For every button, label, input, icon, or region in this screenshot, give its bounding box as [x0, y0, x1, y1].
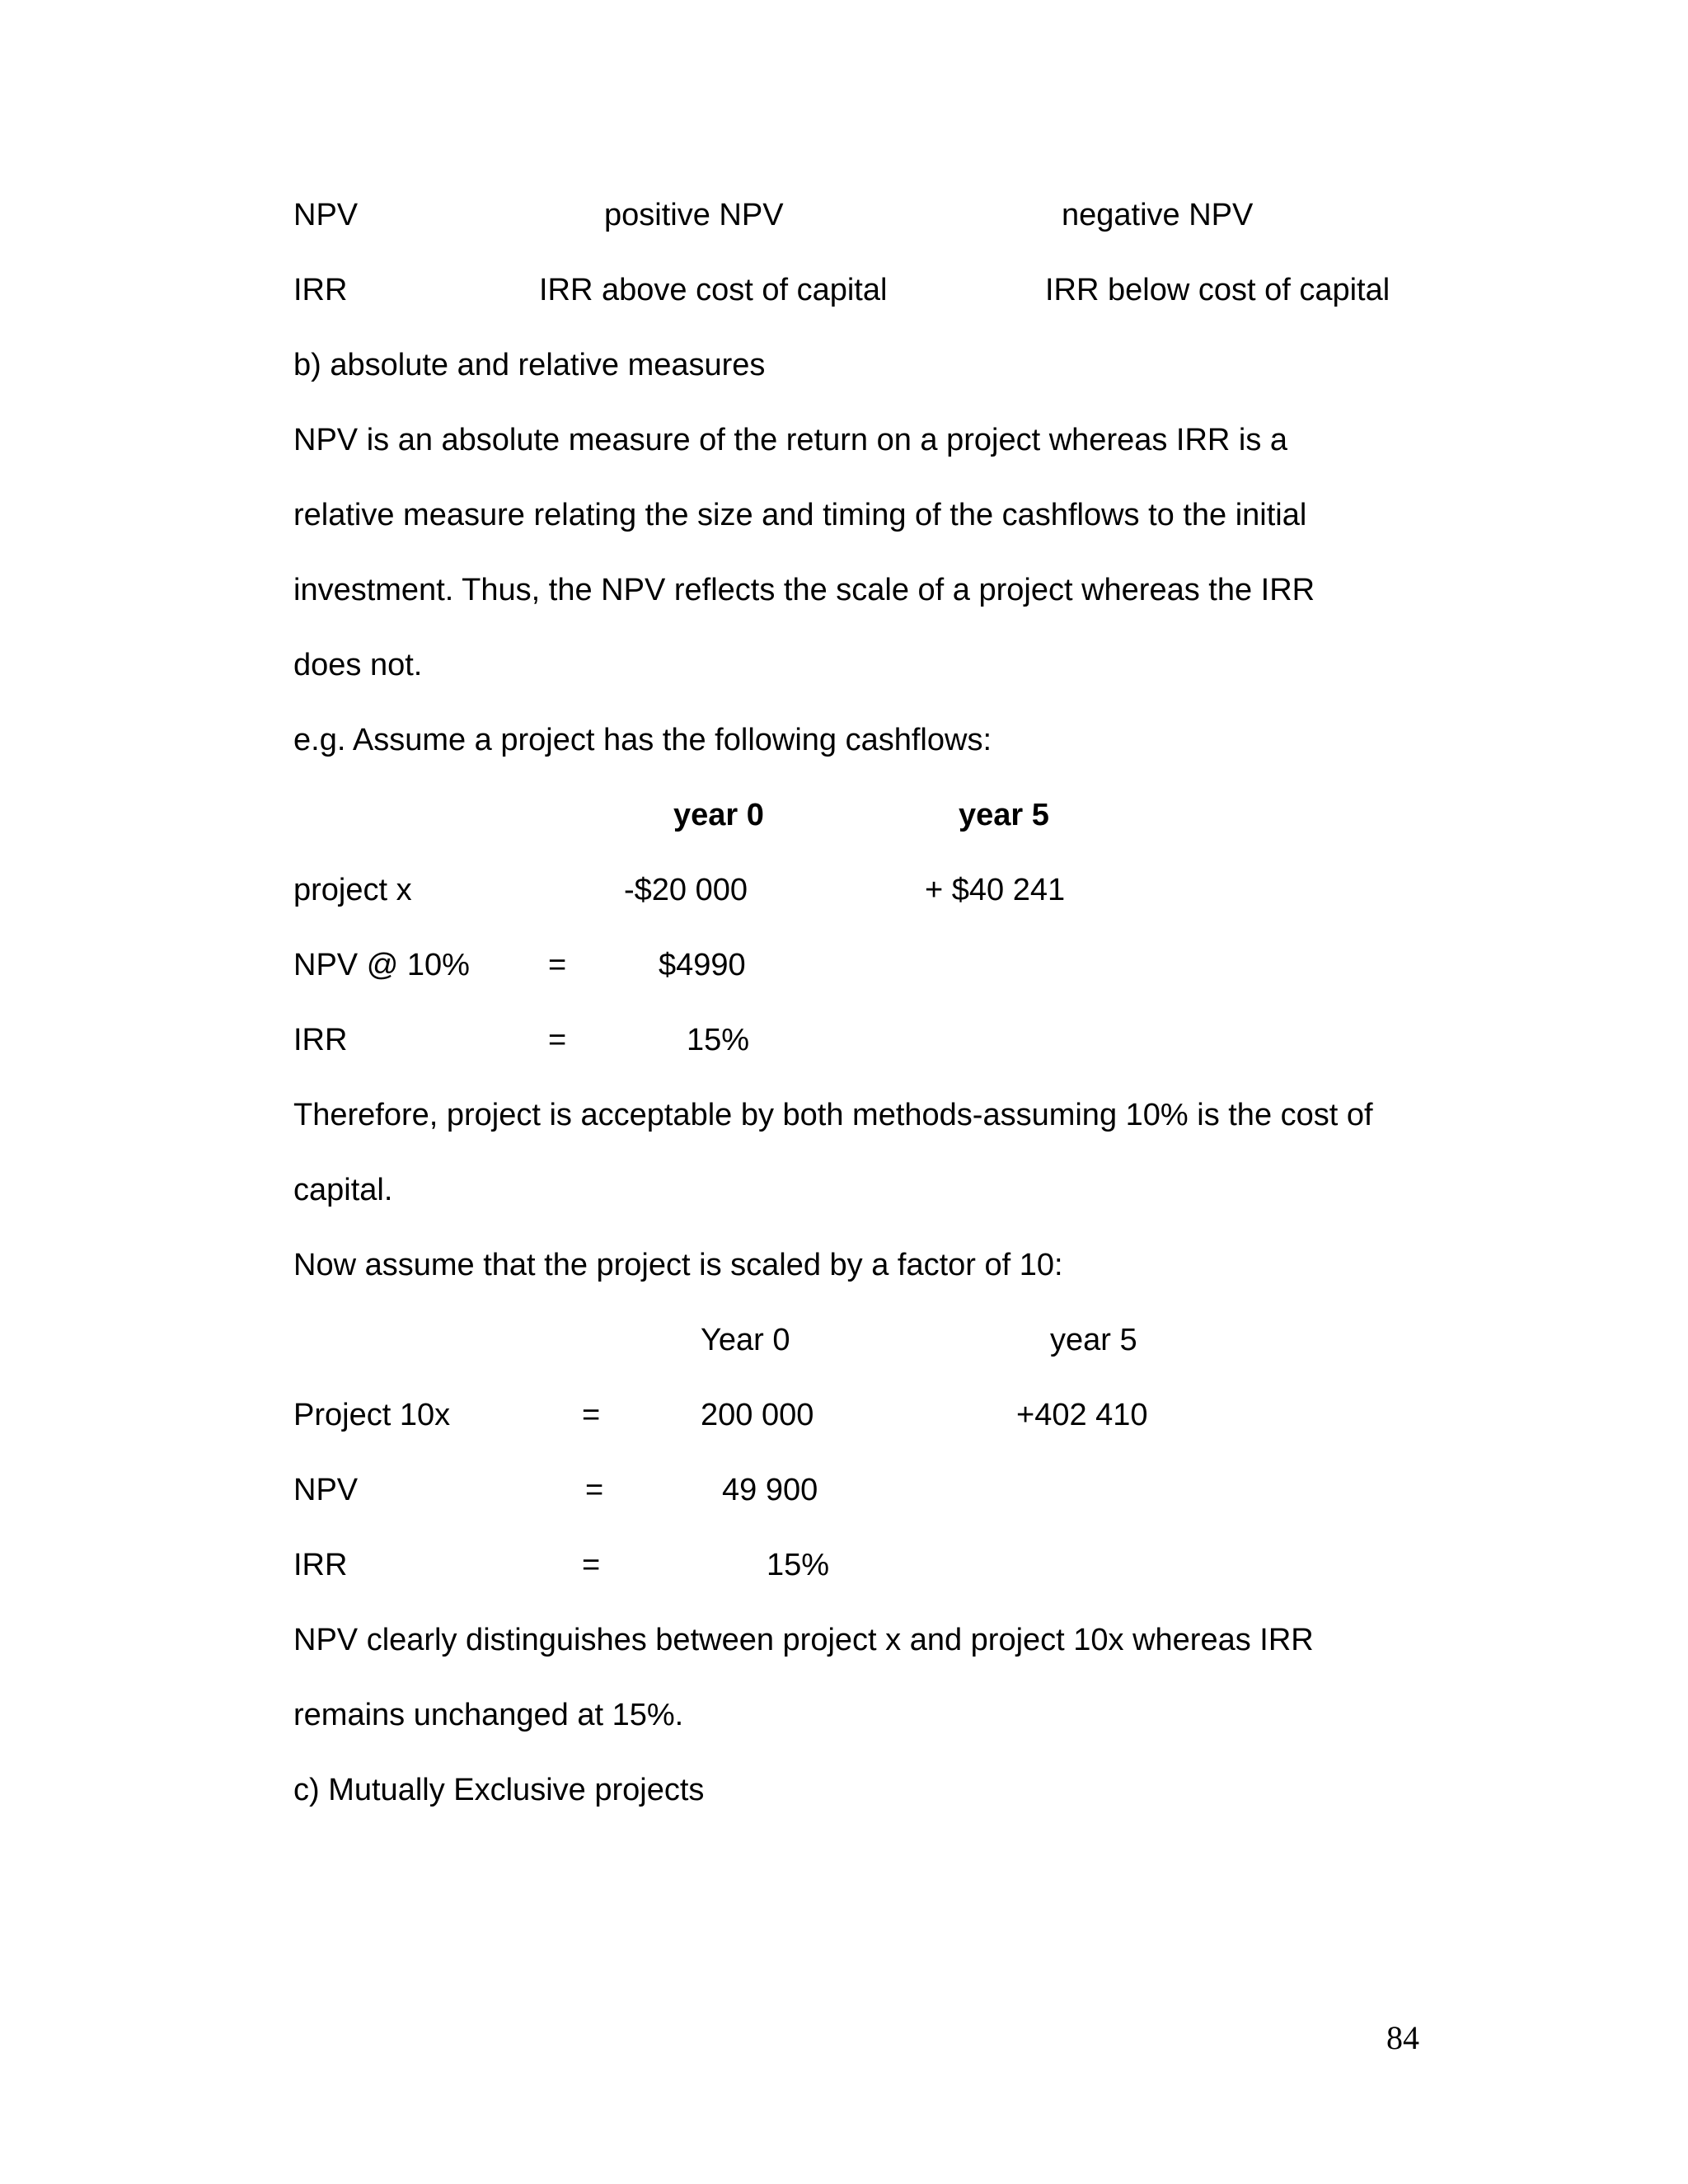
table2-irr-value: 15%	[767, 1548, 830, 1582]
comparison-irr-accept: IRR above cost of capital	[539, 273, 888, 307]
table1-header-year5: year 5	[959, 798, 1049, 832]
table2-irr-equals: =	[582, 1548, 601, 1582]
table1-project-label: project x	[293, 873, 412, 907]
paragraph-line: remains unchanged at 15%.	[293, 1698, 684, 1732]
comparison-irr-reject: IRR below cost of capital	[1045, 273, 1390, 307]
table2-header-year0: Year 0	[701, 1323, 790, 1357]
table1-header-year0: year 0	[673, 798, 764, 832]
table2-project-year0: 200 000	[701, 1398, 814, 1432]
paragraph-line: Therefore, project is acceptable by both methods-assuming 10% is the cost of	[293, 1098, 1373, 1132]
table1-irr-value: 15%	[687, 1023, 750, 1057]
table2-irr-label: IRR	[293, 1548, 348, 1582]
table1-project-year5: + $40 241	[925, 873, 1066, 907]
example-intro: e.g. Assume a project has the following cashflows:	[293, 723, 992, 757]
section-c-heading: c) Mutually Exclusive projects	[293, 1773, 705, 1807]
comparison-npv-accept: positive NPV	[604, 198, 784, 232]
table2-npv-equals: =	[585, 1473, 604, 1507]
paragraph-line: capital.	[293, 1173, 393, 1207]
paragraph-line: investment. Thus, the NPV reflects the scale of a project whereas the IRR	[293, 573, 1315, 607]
paragraph-line: relative measure relating the size and timing of the cashflows to the initial	[293, 498, 1307, 532]
table1-project-year0: -$20 000	[624, 873, 748, 907]
table2-npv-value: 49 900	[722, 1473, 818, 1507]
table1-irr-equals: =	[548, 1023, 567, 1057]
paragraph-line: NPV clearly distinguishes between project x and project 10x whereas IRR	[293, 1623, 1314, 1657]
comparison-npv-label: NPV	[293, 198, 359, 232]
table1-npv-label: NPV @ 10%	[293, 948, 470, 982]
paragraph-line: does not.	[293, 648, 423, 682]
table2-npv-label: NPV	[293, 1473, 359, 1507]
table2-project-year5: +402 410	[1016, 1398, 1148, 1432]
table2-header-year5: year 5	[1050, 1323, 1137, 1357]
table1-npv-equals: =	[548, 948, 567, 982]
comparison-irr-label: IRR	[293, 273, 348, 307]
page-number: 84	[1386, 2019, 1419, 2056]
comparison-npv-reject: negative NPV	[1062, 198, 1254, 232]
scale-intro: Now assume that the project is scaled by a factor of 10:	[293, 1248, 1063, 1282]
paragraph-line: NPV is an absolute measure of the return on a project whereas IRR is a	[293, 423, 1288, 457]
table2-project-equals: =	[582, 1398, 601, 1432]
table1-irr-label: IRR	[293, 1023, 348, 1057]
table2-project-label: Project 10x	[293, 1398, 451, 1432]
section-b-heading: b) absolute and relative measures	[293, 348, 766, 382]
table1-npv-value: $4990	[659, 948, 746, 982]
